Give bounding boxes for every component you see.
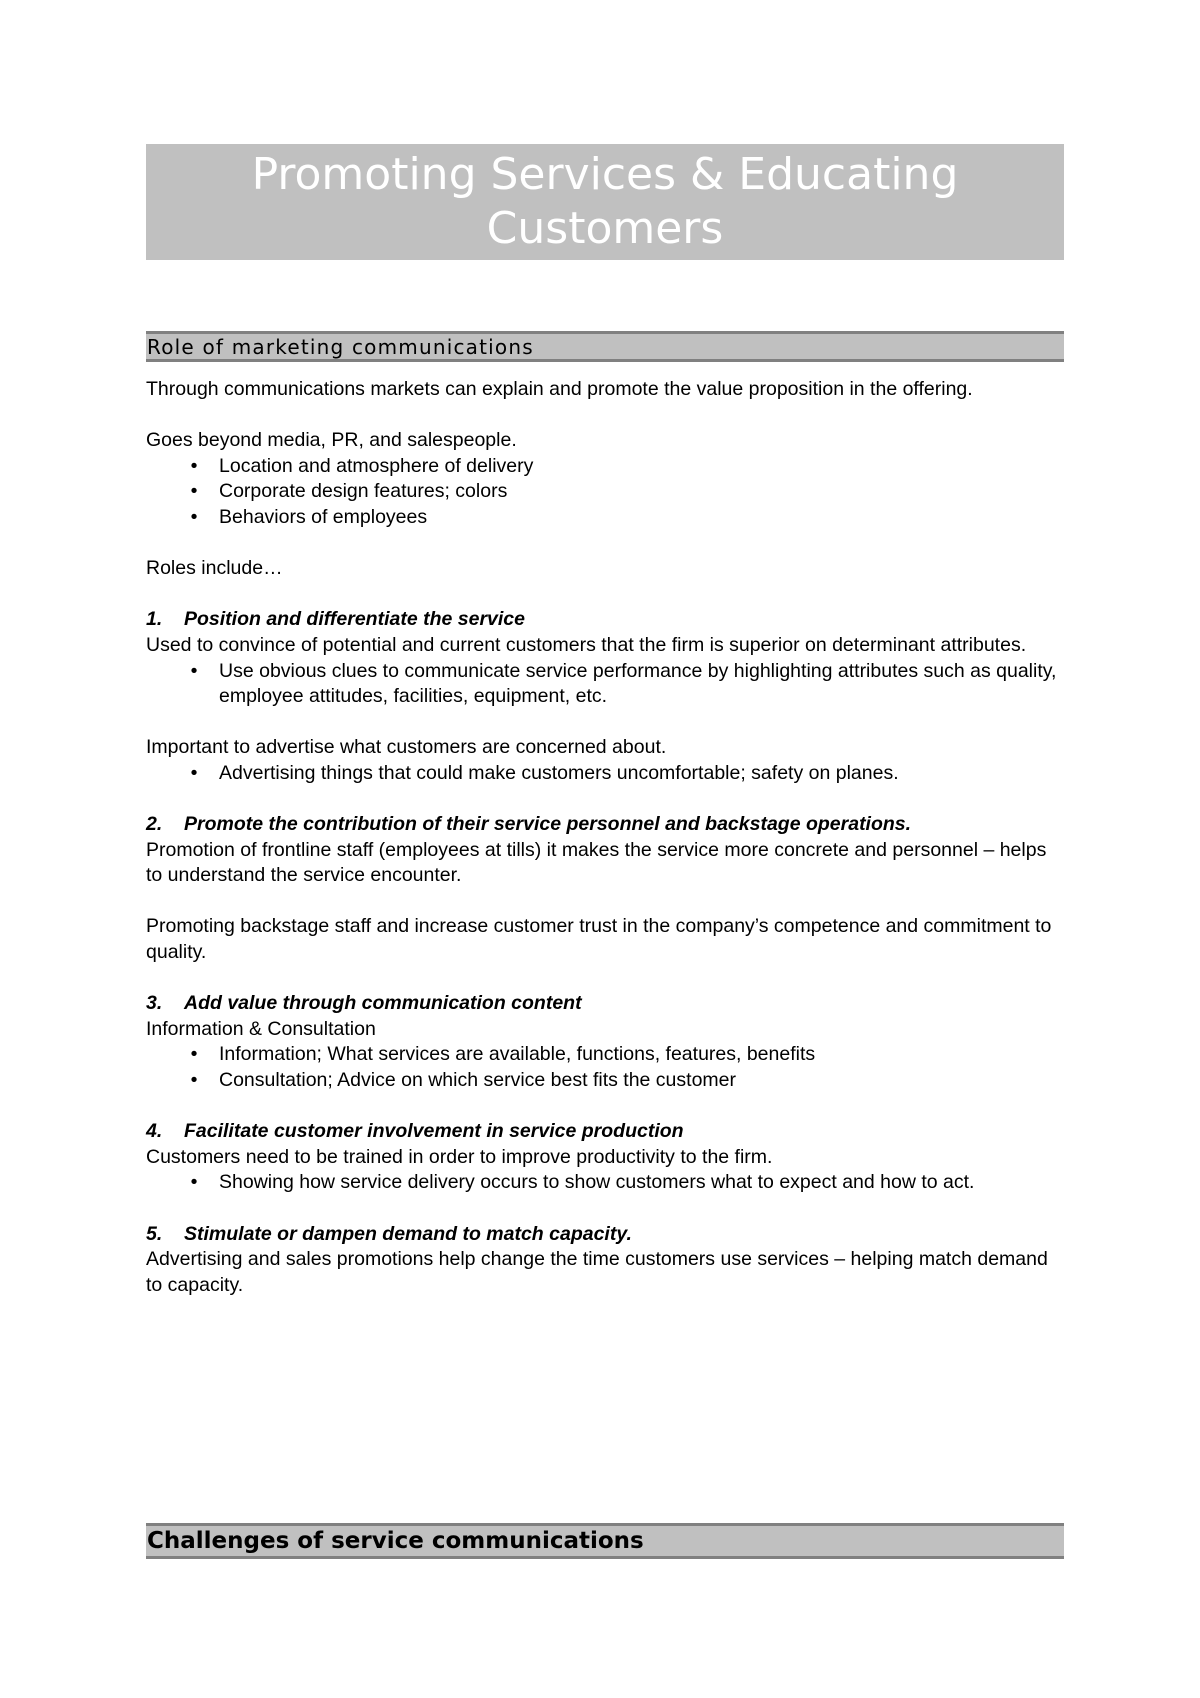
bullet-icon: • (190, 454, 198, 477)
list-item: • Information; What services are available, functions, features, benefits (146, 1042, 1064, 1068)
role-text: Information & Consultation (146, 1017, 376, 1040)
role-heading: 5. Stimulate or dampen demand to match capacity. (146, 1222, 632, 1245)
role-heading: 3. Add value through communication content (146, 992, 582, 1015)
section-body-role (146, 377, 1064, 1298)
bullet-icon: • (190, 1069, 198, 1092)
role-text: Used to convince of potential and current customers that the firm is superior on determinant attributes. (146, 633, 1027, 656)
bullet-icon: • (190, 505, 198, 528)
role-heading: 4. Facilitate customer involvement in service production (146, 1120, 684, 1143)
bullet-icon: • (190, 659, 198, 682)
beyond-paragraph: Goes beyond media, PR, and salespeople. (146, 429, 517, 452)
role-extra-text: Promoting backstage staff and increase customer trust in the company’s competence and commitment to quality. (146, 915, 1052, 964)
document-title (146, 144, 1064, 260)
section-heading-challenges: Challenges of service communications (146, 1523, 1064, 1559)
role-text: Advertising and sales promotions help change the time customers use services – helping match demand to capacity. (146, 1248, 1048, 1296)
roles-intro: Roles include… (146, 557, 283, 580)
role-text: Promotion of frontline staff (employees at tills) it makes the service more concrete and personnel – helps to understand the service encounter. (146, 838, 1047, 887)
list-item: • Consultation; Advice on which service best fits the customer (146, 1068, 1064, 1094)
role-text: Customers need to be trained in order to improve productivity to the firm. (146, 1145, 773, 1168)
list-item: • Location and atmosphere of delivery (146, 454, 1064, 480)
bullet-icon: • (190, 1171, 198, 1194)
bullet-icon: • (190, 761, 198, 784)
list-item: • Behaviors of employees (146, 505, 1064, 531)
title-line-1: Promoting Services & Educating (251, 149, 959, 200)
list-item: • Showing how service delivery occurs to show customers what to expect and how to act. (146, 1170, 1064, 1196)
list-item: • Corporate design features; colors (146, 479, 1064, 505)
title-line-2: Customers (486, 203, 724, 254)
list-item: • Use obvious clues to communicate service performance by highlighting attributes such as quality, employee attitudes, facilities, equipment, etc. (146, 659, 1064, 710)
role-extra-text: Important to advertise what customers are concerned about. (146, 736, 667, 759)
section-heading-role: Role of marketing communications (146, 331, 1064, 362)
role-heading: 2. Promote the contribution of their service personnel and backstage operations. (146, 813, 912, 836)
role-heading: 1. Position and differentiate the service (146, 608, 525, 631)
bullet-icon: • (190, 480, 198, 503)
list-item: • Advertising things that could make customers uncomfortable; safety on planes. (146, 761, 1064, 787)
intro-paragraph: Through communications markets can explain and promote the value proposition in the offering. (146, 378, 973, 400)
bullet-icon: • (190, 1043, 198, 1066)
